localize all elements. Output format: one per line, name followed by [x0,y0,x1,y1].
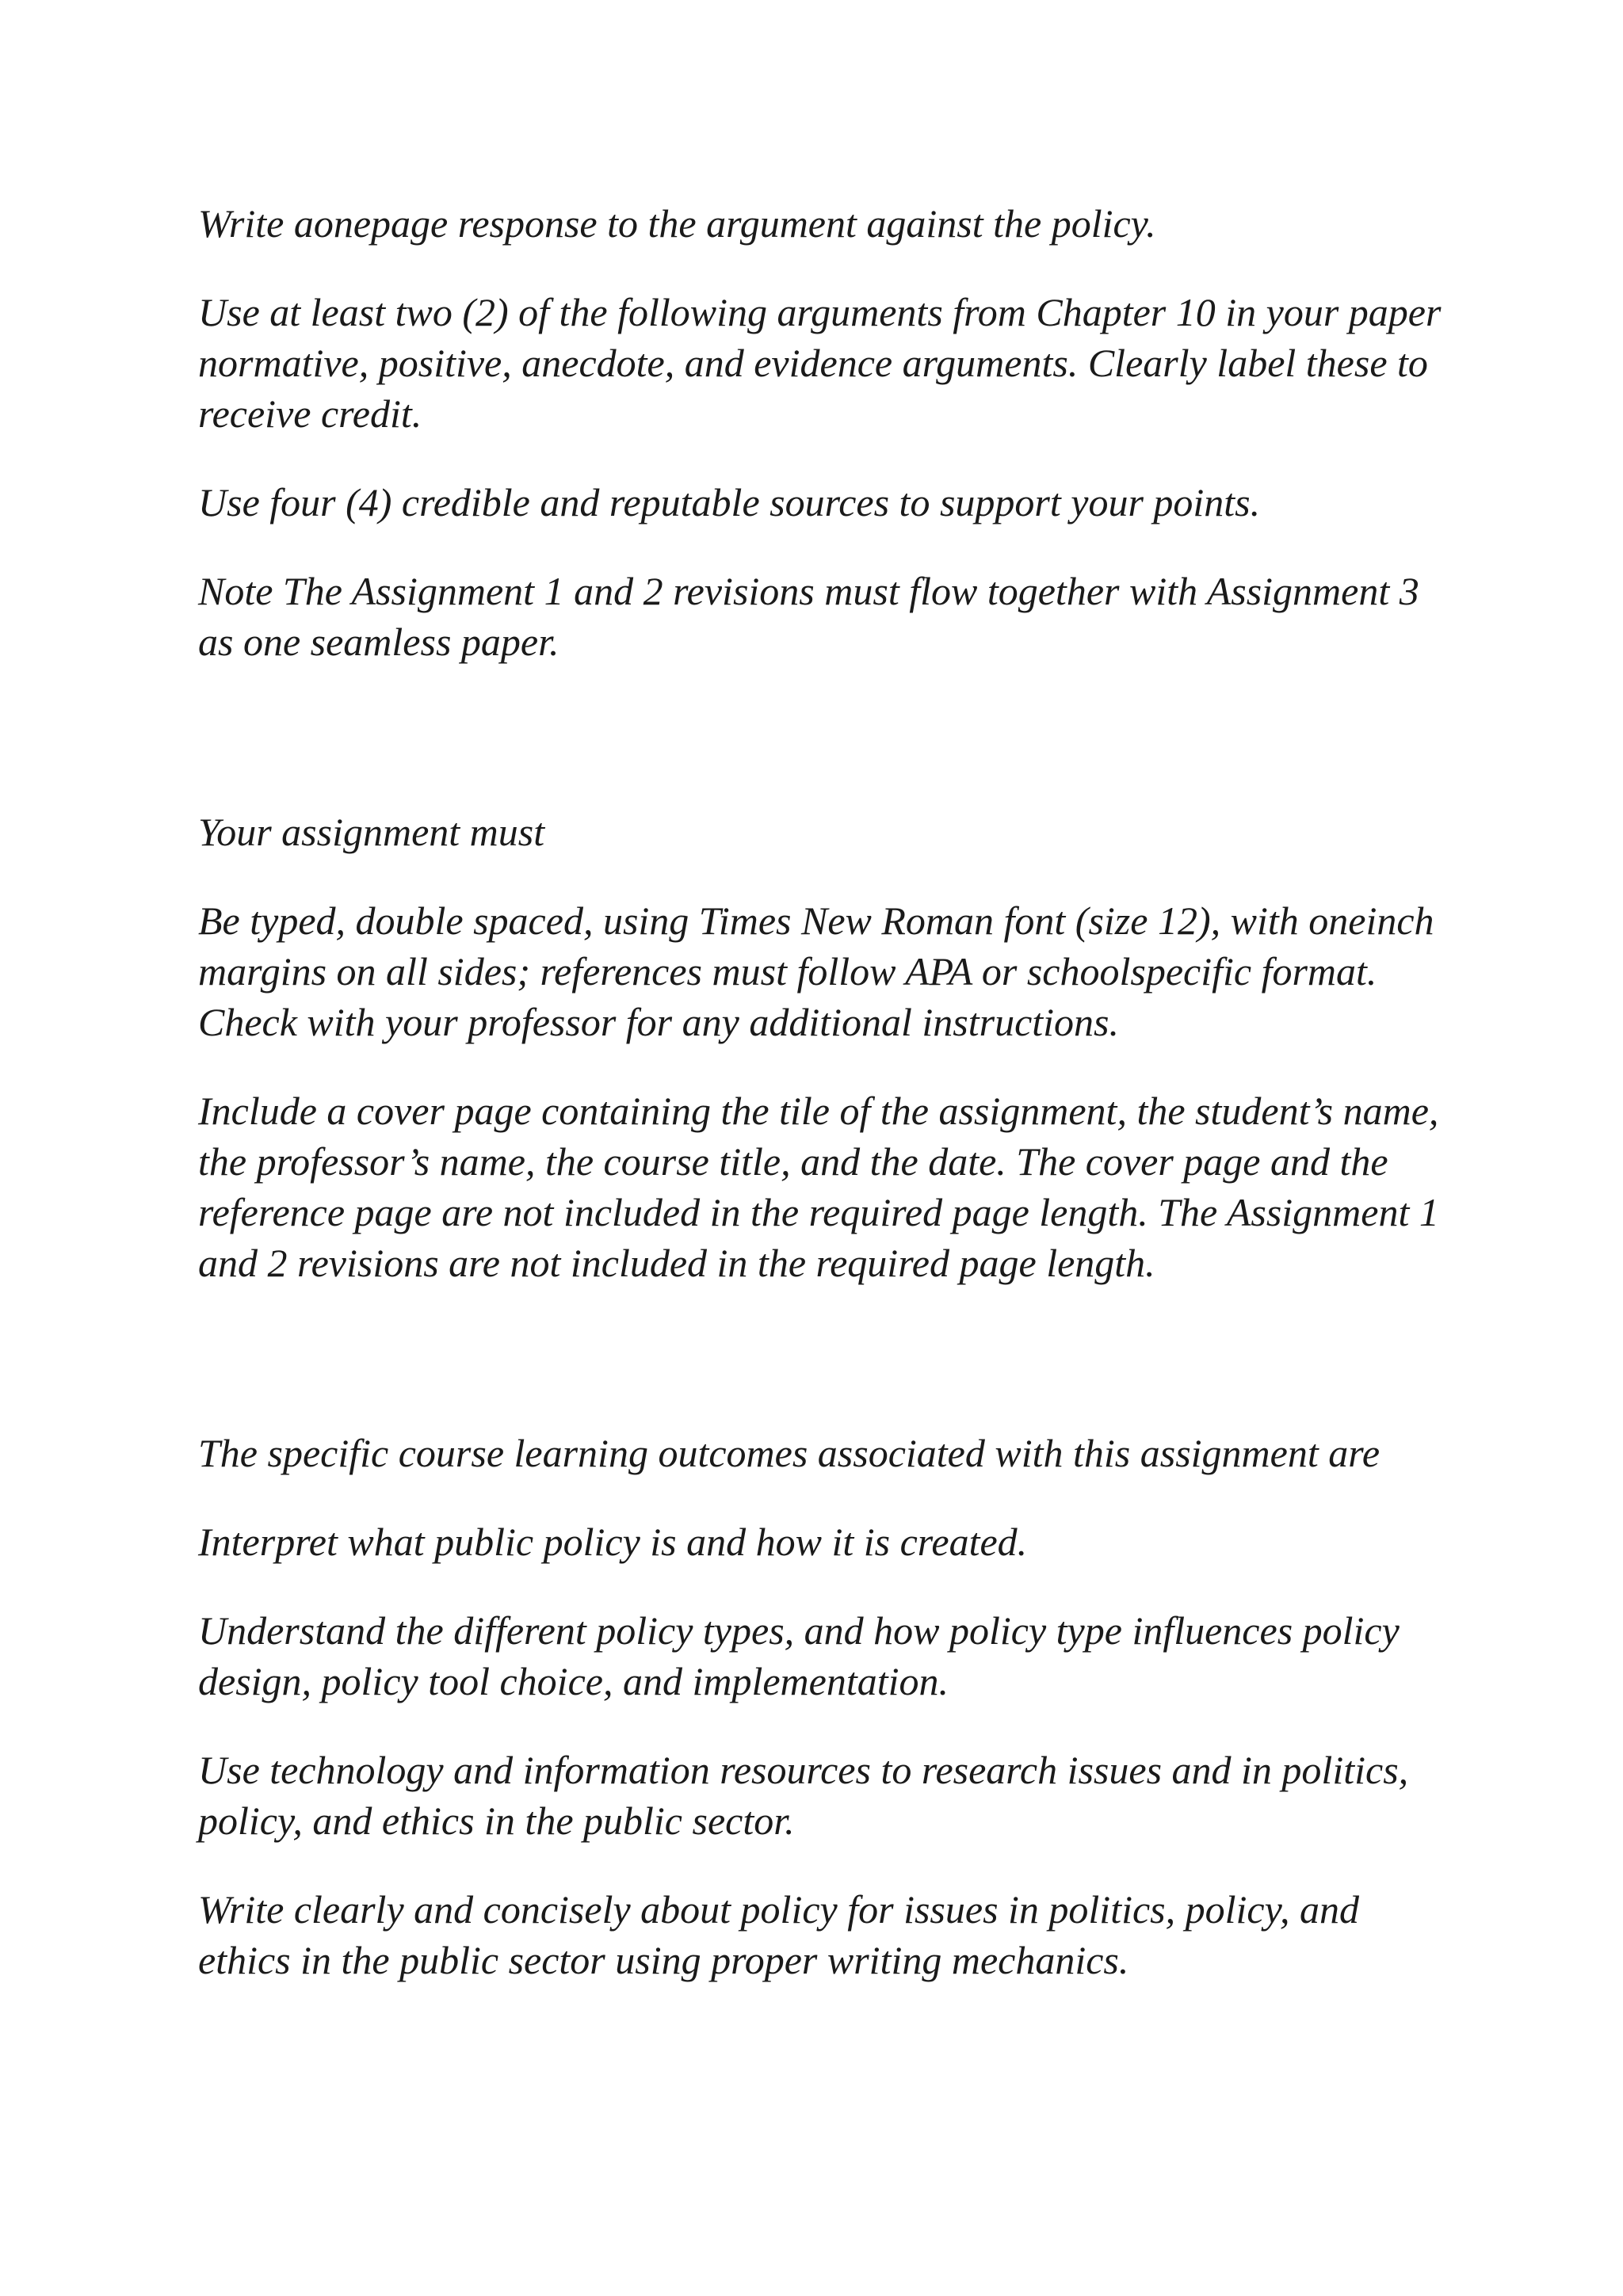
paragraph-cover-page-requirements: Include a cover page containing the tile of the assignment, the student’s name, the professor’s name, the course title, and the date. The cover page and the reference page are not included in the required page length. The Assignment 1 and 2 revisions are not included in the required page length. [198,1089,1439,1285]
paragraph-learning-outcomes-heading: The specific course learning outcomes associated with this assignment are [198,1431,1381,1475]
paragraph-outcome-understand: Understand the different policy types, and how policy type influences policy design, policy tool choice, and implementation. [198,1608,1400,1703]
paragraph-outcome-interpret: Interpret what public policy is and how it is created. [198,1520,1028,1564]
paragraph-outcome-writing: Write clearly and concisely about policy for issues in politics, policy, and ethics in the public sector using proper writing mechanics. [198,1887,1360,1982]
document-body [198,198,1450,2023]
paragraph-sources-instruction: Use four (4) credible and reputable sources to support your points. [198,480,1261,524]
paragraph-response-instruction: Write aonepage response to the argument against the policy. [198,201,1156,246]
paragraph-arguments-instruction: Use at least two (2) of the following arguments from Chapter 10 in your paper normative, positive, anecdote, and evidence arguments. Clearly label these to receive credit. [198,290,1442,436]
paragraph-revisions-note: Note The Assignment 1 and 2 revisions must flow together with Assignment 3 as one seamless paper. [198,569,1419,664]
paragraph-outcome-technology: Use technology and information resources to research issues and in politics, policy, and ethics in the public sector. [198,1748,1409,1843]
paragraph-formatting-requirements: Be typed, double spaced, using Times New Roman font (size 12), with oneinch margins on all sides; references must follow APA or schoolspecific format. Check with your professor for any additional instructions. [198,898,1434,1044]
paragraph-assignment-must-heading: Your assignment must [198,810,545,854]
